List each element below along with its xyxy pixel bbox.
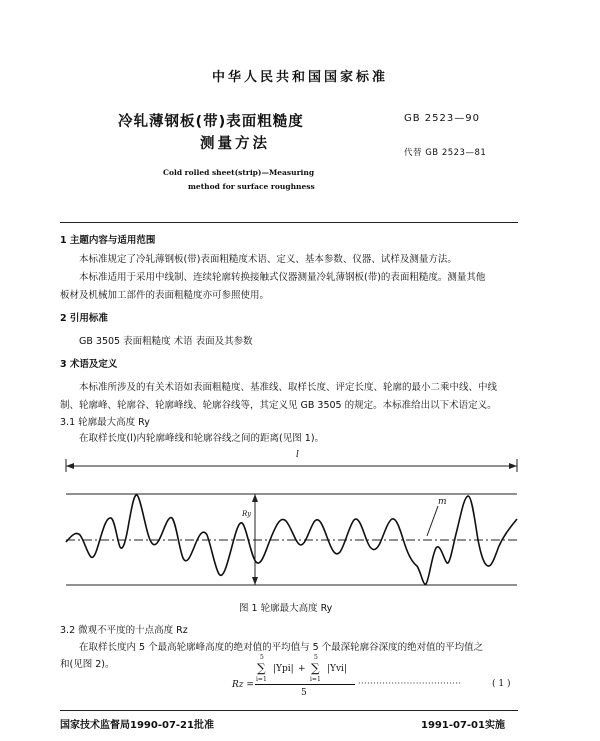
footer-implementation: 1991-07-01实施 bbox=[421, 720, 505, 731]
section-1-paragraph-2-line2: 板材及机械加工部件的表面粗糙度亦可参照使用。 bbox=[60, 290, 270, 301]
section-3-2-line2: 和(见图 2)。 bbox=[60, 659, 115, 670]
section-3-paragraph-line2: 制、轮廓峰、轮廓谷、轮廓峰线、轮廓谷线等，其定义见 GB 3505 的规定。本标准给出以下术语定义。 bbox=[60, 400, 497, 411]
sigma-icon: ∑ bbox=[257, 661, 266, 675]
section-3-2-heading: 3.2 微观不平度的十点高度 Rz bbox=[60, 625, 188, 636]
section-3-1-text: 在取样长度(l)内轮廓峰线和轮廓谷线之间的距离(见图 1)。 bbox=[79, 433, 325, 444]
document-title-line2: 测量方法 bbox=[200, 136, 270, 152]
formula-sum2-upper: 5 bbox=[314, 654, 318, 661]
formula-equation-number: ( 1 ) bbox=[492, 679, 511, 689]
figure-1-label-sampling-length: l bbox=[296, 450, 299, 460]
english-title-line1: Cold rolled sheet(strip)—Measuring bbox=[163, 168, 315, 177]
standard-number: GB 2523—90 bbox=[404, 113, 480, 124]
sigma-icon: ∑ bbox=[311, 661, 320, 675]
formula-fraction-bar bbox=[255, 684, 355, 685]
formula-sum1-upper: 5 bbox=[260, 654, 264, 661]
figure-1-caption: 图 1 轮廓最大高度 Ry bbox=[239, 603, 333, 614]
section-2-heading: 2 引用标准 bbox=[60, 313, 108, 324]
section-1-paragraph-1: 本标准规定了冷轧薄钢板(带)表面粗糙度术语、定义、基本参数、仪器、试样及测量方法。 bbox=[79, 254, 457, 265]
section-3-paragraph-line1: 本标准所涉及的有关术语如表面粗糙度、基准线、取样长度、评定长度、轮廓的最小二乘中线、中线 bbox=[79, 382, 498, 393]
formula-sum2-lower: i=1 bbox=[310, 676, 321, 683]
section-3-heading: 3 术语及定义 bbox=[60, 359, 118, 370]
formula-lhs: Rz = bbox=[232, 680, 254, 690]
section-1-heading: 1 主题内容与适用范围 bbox=[60, 235, 156, 246]
replaces-standard: 代替 GB 2523—81 bbox=[404, 148, 487, 158]
formula-leader-dots: ·································· bbox=[358, 679, 462, 688]
footer-approval: 国家技术监督局1990-07-21批准 bbox=[60, 720, 214, 731]
footer-divider bbox=[60, 710, 518, 711]
section-3-2-line1: 在取样长度内 5 个最高轮廓峰高度的绝对值的平均值与 5 个最深轮廓谷深度的绝对值的平均值之 bbox=[79, 642, 484, 653]
formula-sum1-lower: i=1 bbox=[256, 676, 267, 683]
formula-term-peak: |Ypi| bbox=[273, 664, 294, 674]
document-title-line1: 冷轧薄钢板(带)表面粗糙度 bbox=[118, 114, 304, 130]
formula-denominator: 5 bbox=[301, 688, 307, 698]
figure-1-label-mean-line: m bbox=[438, 497, 447, 507]
section-1-paragraph-2-line1: 本标准适用于采用中线制、连续轮廓转换接触式仪器测量冷轧薄钢板(带)的表面粗糙度。测量其他 bbox=[79, 272, 486, 283]
standard-category-title: 中华人民共和国国家标准 bbox=[211, 70, 388, 85]
section-2-reference: GB 3505 表面粗糙度 术语 表面及其参数 bbox=[79, 336, 253, 347]
figure-1-label-ry: Ry bbox=[242, 510, 252, 518]
section-3-1-heading: 3.1 轮廓最大高度 Ry bbox=[60, 417, 150, 428]
formula-plus: + bbox=[298, 664, 306, 674]
formula-term-valley: |Yvi| bbox=[327, 664, 347, 674]
english-title-line2: method for surface roughness bbox=[188, 182, 315, 191]
